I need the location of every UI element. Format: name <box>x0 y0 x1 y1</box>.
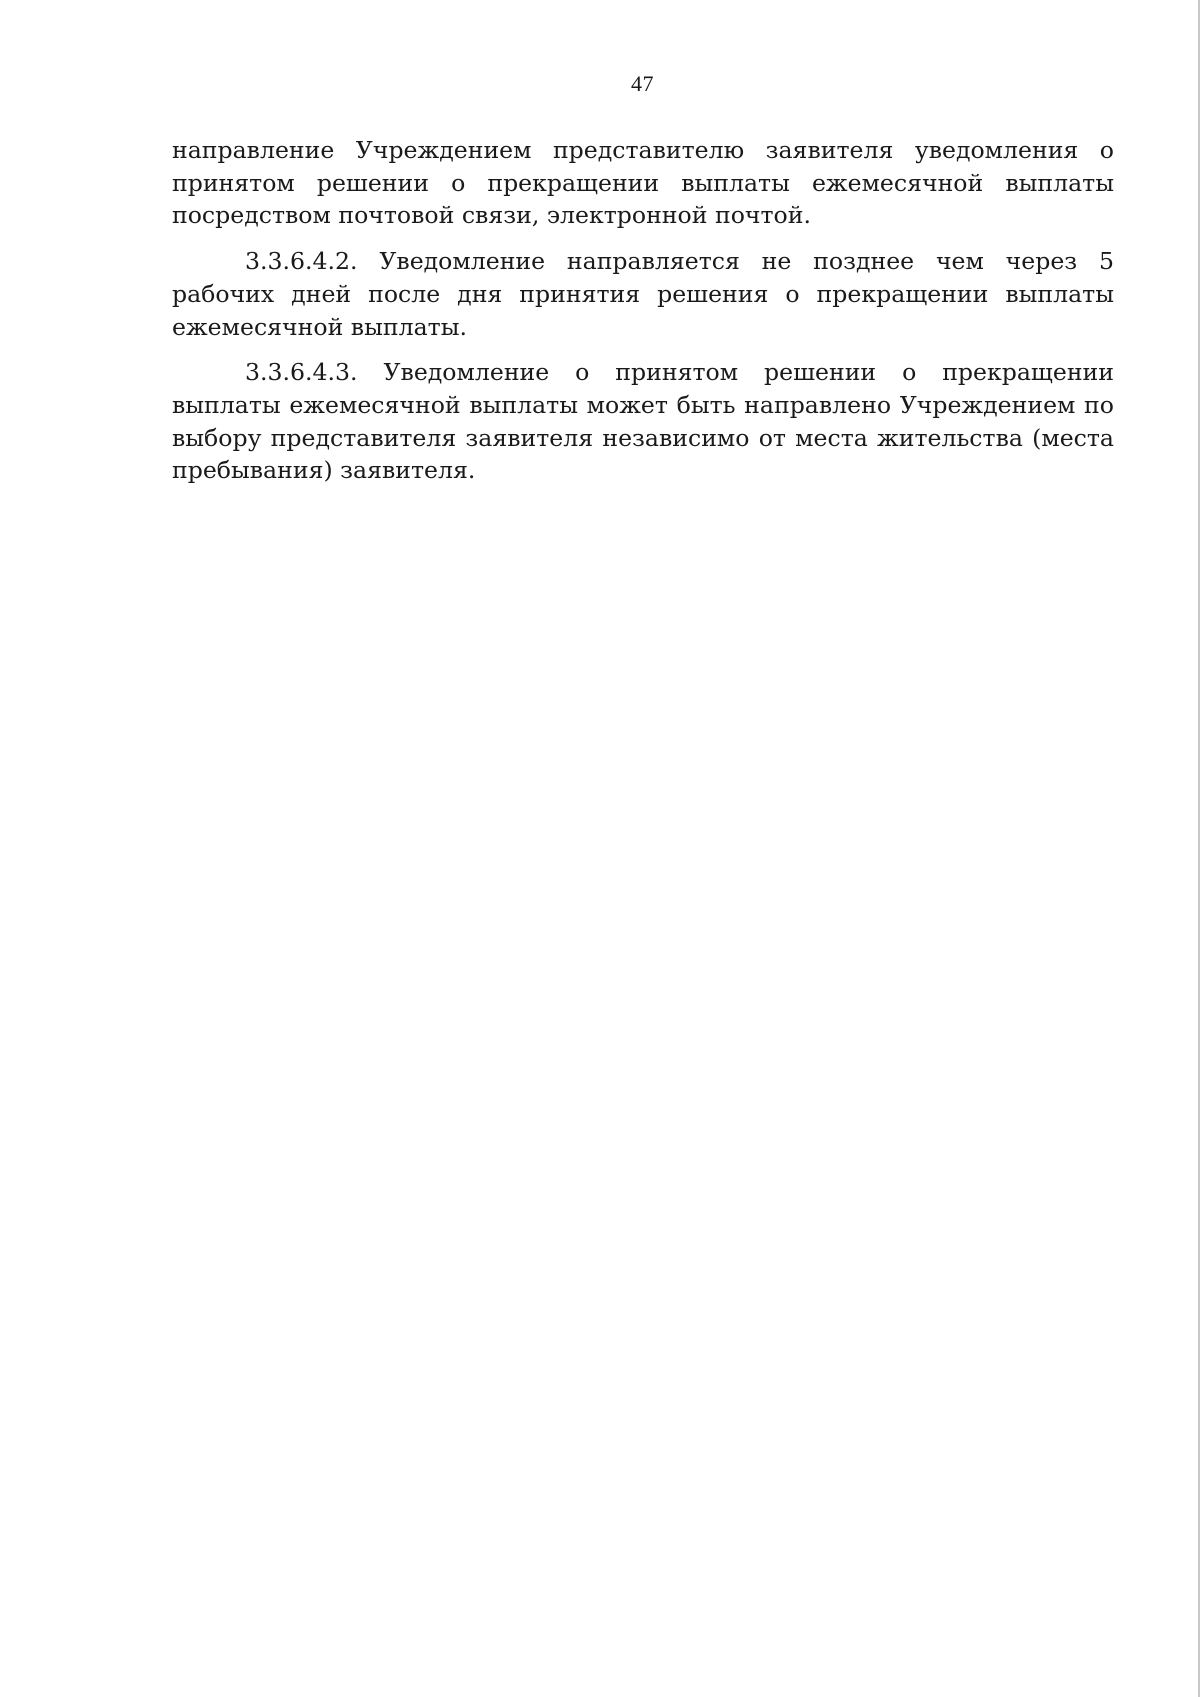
page-number: 47 <box>631 71 654 96</box>
paragraph-continuation: направление Учреждением представителю заявителя уведомления о принятом решении о прекращении выплаты ежемесячной выплаты посредством почтовой связи, электронной почтой. <box>172 136 1114 230</box>
document-body <box>172 134 1114 500</box>
paragraph-3-3-6-4-3: 3.3.6.4.3. Уведомление о принятом решении о прекращении выплаты ежемесячной выплаты может быть направлено Учреждением по выбору представителя заявителя независимо от места жительства (места пребывания) заявителя. <box>172 358 1114 485</box>
paragraph-3-3-6-4-2: 3.3.6.4.2. Уведомление направляется не позднее чем через 5 рабочих дней после дня принятия решения о прекращении выплаты ежемесячной выплаты. <box>172 247 1114 341</box>
